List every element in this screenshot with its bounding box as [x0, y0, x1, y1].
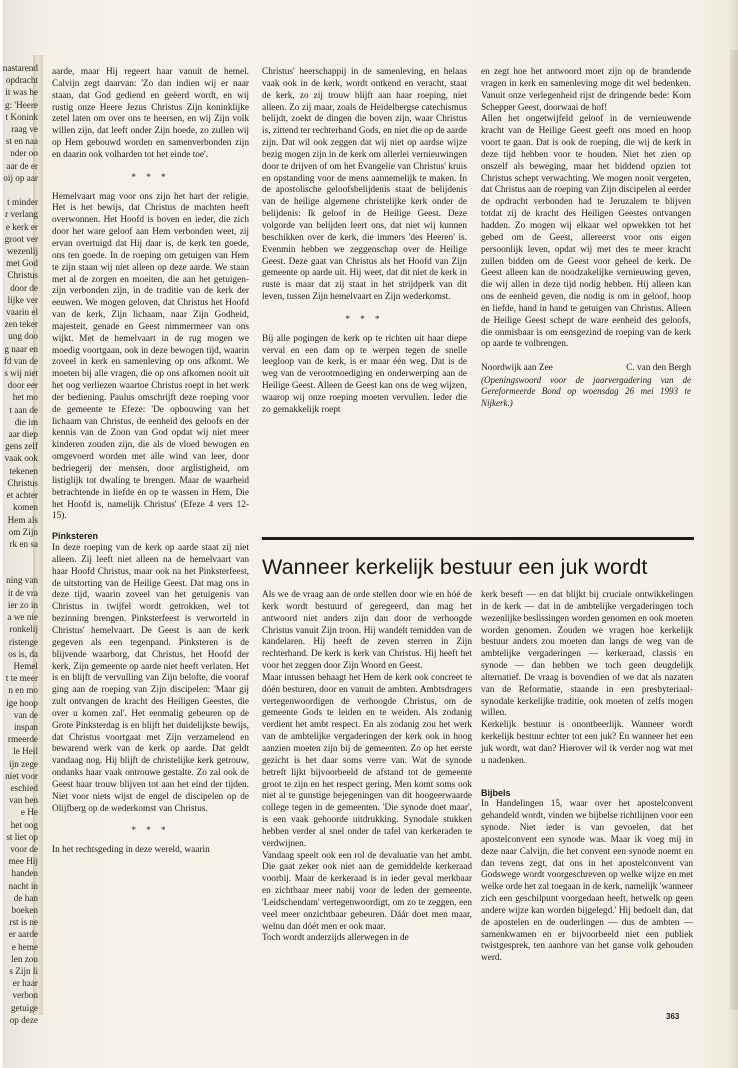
- section-divider: * * *: [345, 313, 384, 324]
- left-page-line: rk en sa: [9, 538, 38, 549]
- left-page-line: a we nie: [7, 612, 38, 623]
- left-page-line: st en naa: [5, 136, 38, 147]
- left-page-line: t minder: [7, 197, 38, 208]
- left-page-line: er haar: [12, 978, 38, 989]
- left-page-line: g: 'Heere: [4, 99, 38, 110]
- left-page-line: os is, da: [8, 648, 38, 659]
- paragraph: Als we de vraag aan de orde stellen door wie en hóé de kerk wordt bestuurd of geregeerd, dan mag het antwoord niet anders zijn dan door de verhoogde Christus vanuit Zijn troon. Hij wandelt temidden van de kandelaren. Hij heeft de zeven sterren in Zijn rechterhand. De kerk is kerk van Christus. Hij heeft het voor het zeggen door Zijn Woord en Geest.: [262, 590, 472, 672]
- left-page-line: lijke ver: [7, 294, 38, 305]
- left-page-line: Hemel: [13, 660, 38, 671]
- left-page-line: om Zijn: [8, 526, 38, 537]
- column-3: [481, 67, 691, 409]
- left-page-line: getuige: [10, 1002, 38, 1013]
- footnote: (Openingswoord voor de jaarvergadering van de Gereformeerde Bond op woensdag 26 mei 1993 te Nijkerk.): [481, 375, 691, 408]
- left-page-line: boeken: [11, 904, 38, 915]
- left-page-line: verbon: [12, 990, 38, 1001]
- left-page-line: len zou: [11, 953, 38, 964]
- left-page-line: aar de er: [6, 160, 38, 171]
- paragraph: en zegt hoe het antwoord moet zijn op de brandende vragen in kerk en samenleving moge dit wel bedenken. Vanuit onze verlegenheid rijst de dringende bede: Kom Schepper Geest, doorwaai de hof!: [481, 67, 691, 113]
- left-page-line: ung doo: [8, 331, 38, 342]
- signature-line: [481, 363, 691, 375]
- left-page-line: s Zijn li: [9, 965, 38, 976]
- signature-place: Noordwijk aan Zee: [481, 363, 553, 374]
- left-page-line: Christus: [7, 270, 38, 281]
- left-page-line: aar diep: [8, 429, 38, 440]
- paragraph: In het rechtsgeding in deze wereld, waarin: [52, 845, 210, 856]
- left-page-line: op deze: [9, 1014, 38, 1025]
- left-page-line: gens zelf: [5, 441, 38, 452]
- left-page-line: n en mo: [8, 685, 38, 696]
- left-page-line: st liet op: [6, 831, 38, 842]
- left-page-line: door eer: [7, 380, 38, 391]
- left-page-line: inspan: [14, 721, 38, 732]
- left-page-line: nder oo: [10, 148, 38, 159]
- left-page-line: r verlang: [5, 209, 38, 220]
- left-page-line: it was he: [5, 87, 38, 98]
- subheading: Pinksteren: [52, 531, 99, 542]
- left-page-line: vaak ook: [4, 453, 38, 464]
- left-page-line: door de: [10, 282, 38, 293]
- paragraph: Kerkelijk bestuur is onontbeerlijk. Wanneer wordt kerkelijk bestuur echter tot een juk? En wanneer het een juk wordt, wat dan? Hierover wil ik verder nog wat met u nadenken.: [481, 720, 693, 766]
- left-page-line: van hen: [9, 795, 38, 806]
- left-page-line: van de: [13, 709, 38, 720]
- left-page-line: Hem als: [7, 514, 38, 525]
- paragraph: Allen het ongetwijfeld geloof in de vernieuwende kracht van de Heilige Geest geeft ons moed en hoop voort te gaan. Dat is ook de roeping, die wij de kerk in deze tijd hebben voor te houden. Niet het zien op onszelf als beweging, maar het biddend opzien tot Christus schept verwachting. We mogen nooit vergeten, dat Christus aan de roeping van Zijn discipelen al eerder de opdracht verbonden had te Jeruzalem te blijven totdat zij de kracht des Heiligen Geestes ontvangen hadden. Zo mogen wij elkaar wel opwekken tot het gebed om de Geest, allereerst voor ons eigen persoonlijk leven, opdat wij met des te meer kracht zullen bidden om de Geest voor geheel de kerk. De Geest alleen kan de noodzakelijke vernieuwing geven, die wij allen in deze tijd nodig hebben. Hij alleen kan ons de eenheid geven, die nodig is om in geloof, hoop en liefde, hand in hand te getuigen van Christus. Alleen de Heilige Geest schept de ware eenheid des geloofs, die onmisbaar is om eensgezind de roeping van de kerk op aarde te volbrengen.: [481, 114, 691, 350]
- page-edge: [730, 50, 738, 1010]
- left-page-line: ronkelij: [9, 624, 38, 635]
- left-page-fragment: [0, 62, 38, 1025]
- left-page-line: Christus: [7, 477, 38, 488]
- left-page-line: vaarin el: [6, 307, 38, 318]
- left-page-line: er aarde: [8, 929, 38, 940]
- left-page-line: t Konink: [5, 111, 38, 122]
- left-page-line: [0, 550, 38, 562]
- left-page-line: rst is ne: [9, 917, 38, 928]
- left-page-line: ijn zege: [9, 758, 38, 769]
- left-page-line: [0, 184, 38, 196]
- left-page-line: handen: [11, 868, 38, 879]
- left-page-line: raag ve: [11, 124, 38, 135]
- left-page-line: nastarend: [2, 63, 38, 73]
- left-page-line: e heme: [11, 941, 38, 952]
- left-page-line: fd van de: [3, 355, 38, 366]
- signature-name: C. van den Bergh: [626, 363, 691, 374]
- left-page-line: ristenge: [8, 636, 38, 647]
- left-page-line: wezenlij: [6, 246, 38, 257]
- left-page-line: e kerk er: [5, 221, 38, 232]
- left-page-line: g naar en: [4, 343, 38, 354]
- left-page-line: le Heil: [13, 746, 38, 757]
- left-page-line: rmeerde: [7, 734, 38, 745]
- left-page-line: ige hoop: [6, 697, 38, 708]
- left-page-line: eschied: [10, 782, 38, 793]
- left-page-line: opdracht: [5, 75, 38, 86]
- paragraph: Vandaag speelt ook een rol de devaluatie van het ambt. Die gaat zeker ook niet aan de gemiddelde kerkeraad voorbij. Maar de kerkeraad is in ieder geval merkbaar en zichtbaar meer nabij voor de leden der gemeente. 'Leidschendam' vertegenwoordigt, om zo te zeggen, een veel meer onzichtbaar gebeuren. Dáár doet men maar, welnu dan dóét men er ook maar.: [262, 850, 472, 932]
- column-4: [262, 590, 472, 945]
- subheading: Bijbels: [481, 787, 511, 798]
- column-1: [52, 67, 249, 1012]
- paragraph: Hemelvaart mag voor ons zijn het hart der religie. Het is het bewijs, dat Christus de machten heeft overwonnen. Het Hoofd is boven en ieder, die zich door het ware geloof aan Hem verbonden weet, zij ervan overtuigd dat Hij daar is, de kerk ten goede, ons ten goede. In de roeping om getuigen van Hem te zijn staan wij niet alleen op deze aarde. We staan met al de zorgen en moeiten, die aan het getuigen-zijn verbonden zijn, in de traditie van de kerk der eeuwen. We mogen geloven, dat Christus het Hoofd van de kerk, Zijn lichaam, naar Zijn Godheid, majesteit, genade en Geest nimmermeer van ons wijkt. Met de hemelvaart in de rug mogen we moedig voortgaan, ook in deze bewogen tijd, waarin zoveel in kerk en samenleving op ons afkomt. We moeten bij alle vragen, die op ons afkomen nooit uit het oog verliezen waartoe Christus roept in het werk der bediening. Paulus omschrijft deze roeping voor de gemeente te Efeze: 'De opbouwing van het lichaam van Christus, de eenheid des geloofs en der kennis van de Zoon van God opdat wij niet meer kinderen zouden zijn, die als de vloed bewogen en omgevoerd worden met alle wind van leer, door bedriegerij der mensen, door arglistigheid, om listiglijk tot dwaling te brengen. Maar de waarheid betrachtende in liefde en op te wassen in Hem, Die het Hoofd is, namelijk Christus' (Efeze 4 vers 12-15).: [52, 191, 249, 522]
- section-divider: * * *: [131, 825, 170, 836]
- left-page-line: t te meer: [5, 673, 38, 684]
- left-page-line: komen: [12, 502, 38, 513]
- left-page-line: niet voor: [5, 770, 38, 781]
- left-page-line: groot ver: [4, 233, 38, 244]
- column-2: [262, 67, 467, 417]
- paragraph: In deze roeping van de kerk op aarde staat zij niet alleen. Zij leeft niet alleen na de hemelvaart van haar Hoofd Christus, maar ook na het Pinksterfeest, de uitstorting van de Heilige Geest. Dat mag ons in deze tijd, waarin zoveel van het getuigenis van Christus in twijfel wordt getrokken, wel tot bezinning brengen. Pinksterfeest is verworteld in Christus' hemelvaart. De Geest is aan de kerk gegeven als een tegenpand. Pinksteren is de blijvende waarborg, dat Christus, het Hoofd der kerk, Zijn gemeente op aarde niet heeft verlaten. Het is en blijft de vervulling van Zijn belofte, die vooraf ging aan de roeping van Zijn discipelen: 'Maar gij zult ontvangen de kracht des Heiligen Geestes, die over u komen zal'. Het eenmalig gebeuren op de Grote Pinksterdag is en blijft het duidelijkste bewijs, dat Christus voortgaat met Zijn verzamelend en bewarend werk van de kerk op aarde. Dat geldt vandaag nog. Hij blijft de christelijke kerk getrouw, ondanks haar vaak ontrouwe gestalte. Zo zal ook de Geest haar trouw blijven tot aan het eind der tijden. Niet voor niets wijst de engel de discipelen op de Olijfberg op de wederkomst van Christus.: [52, 543, 249, 814]
- paragraph: In Handelingen 15, waar over het apostelconvent gehandeld wordt, vinden we bijbelse richtlijnen voor een synode. Niet ieder is van gevoelen, dat het apostelconvent een synode was. Maar ik voeg mij in deze naar Calvijn, die het convent een synode noemt en dan tevens zegt, dat ons in het apostelconvent van Godswege wordt voorgeschreven op welke wijze en met welke orde het zal toegaan in de kerk, namelijk 'wanneer zich een geschilpunt voorgedaan heeft, hetwelk op geen andere wijze kan worden bijgelegd.' Hij bedoelt dan, dat de apostelen en de ouderlingen — dus de ambten — samenkwamen en er bijvoorbeeld niet een publiek twistgesprek, ten aanhore van het ganse volk gehouden werd.: [481, 799, 693, 964]
- column-5: [481, 590, 693, 965]
- paragraph: Bij alle pogingen de kerk op te richten uit haar diepe verval en een dam op te werpen tegen de snelle leegloop van de kerk, is er maar één weg. Dat is de weg van de verootmoediging en onderwerping aan de Heilige Geest. Alleen de Geest kan ons de weg wijzen, waarop wij onze roeping moeten vervullen. Ieder die zo gemakkelijk roept: [262, 333, 467, 415]
- left-page-line: ier zo in: [7, 599, 38, 610]
- paragraph: Toch wordt anderzijds allerwegen in de: [262, 933, 409, 944]
- left-page-line: oij op aar: [3, 172, 38, 183]
- left-page-line: het mo: [12, 392, 38, 403]
- left-page-line: mee Hij: [8, 856, 38, 867]
- article-headline: Wanneer kerkelijk bestuur een juk wordt: [262, 555, 648, 579]
- left-page-line: tekenen: [9, 465, 38, 476]
- paragraph: Maar intussen behaagt het Hem de kerk ook concreet te dóén besturen, door en vanuit de ambten. Ambtsdragers vertegenwoordigen de verhoogde Christus, om de gemeente Gods te leiden en te weiden. Als zodanig verdient het ambt respect. En als zodanig zou het werk van de ambtelijke vergaderingen der kerk ook in hoog aanzien moeten zijn bij de gemeenten. Zo op het eerste gezicht is het daar soms verre van. Wat de synode betreft lijkt bijvoorbeeld de afstand tot de gemeente groot te zijn en het respect gering. Men komt soms ook niet al te gunstige bejegeningen van dit hoogeerwaarde college tegen in de gemeenten. 'Die synode doet maar', is een vaak gehoorde uitdrukking. Synodale stukken hebben verder al snel onder de tafel van kerkeraden te verdwijnen.: [262, 672, 472, 849]
- left-page-line: nacht in: [8, 880, 38, 891]
- left-page-line: zen teker: [4, 319, 38, 330]
- section-rule: [262, 537, 694, 540]
- section-divider: * * *: [131, 171, 170, 182]
- left-page-line: s wij niet: [4, 368, 38, 379]
- left-page-line: ning van: [6, 575, 38, 586]
- left-page-line: die im: [14, 416, 38, 427]
- left-page-line: it de vra: [7, 587, 38, 598]
- left-page-line: t aan de: [9, 404, 38, 415]
- left-page-line: et achter: [6, 490, 38, 501]
- left-page-line: e He: [20, 807, 38, 818]
- paragraph: Christus' heerschappij in de samenleving, en helaas vaak ook in de kerk, wordt ontkend en veracht, staat de kerk, zo zij trouw blijft aan haar roeping, niet alleen. Zo zij maar, zoals de Heidelbergse catechismus belijdt, zoekt de dingen die boven zijn, waar Christus is, zittend ter rechterhand Gods, en niet die op de aarde zijn. Dat wil ook zeggen dat wij niet op aardse wijze bezig mogen zijn in de kerk om allerlei vernieuwingen door te drijven of om het Evangelie van Christus' kruis en opstanding voor de mens aannemelijk te maken. In de apostolische geloofsbelijdenis staat de belijdenis van de heilige algemene christelijke kerk onder de belijdenis: Ik geloof in de Heilige Geest. Deze volgorde van belijden leert ons, dat niet wij kunnen beschikken over de kerk, die immers 'des Heeren' is. Evenmin hebben we zeggenschap over de Heilige Geest. Deze gaat van Christus als het Hoofd van Zijn gemeente op aarde uit. Hij weet, dat dit niet de kerk in ruste is maar dat zij staat in het strijdperk van dit leven, tussen Zijn hemelvaart en Zijn wederkomst.: [262, 67, 467, 303]
- left-page-line: [0, 562, 38, 574]
- page-number: 363: [666, 1012, 680, 1021]
- left-page-line: de han: [13, 892, 38, 903]
- left-page-line: het oog: [10, 819, 38, 830]
- paragraph: kerk beseft — en dat blijkt bij cruciale ontwikkelingen in de kerk — dat in de ambtelijke vergaderingen toch wezenlijke beslissingen worden genomen en ook moeten worden genomen. Zouden we vragen hoe kerkelijk bestuur anders zou moeten dan langs de weg van de ambtelijke vergaderingen — kerkeraad, classis en synode — dan hebben we toch geen deugdelijk alternatief. De vraag is bovendien of we dat als nazaten van de Reformatie, staande in een presbyteriaal-synodale kerkelijke traditie, ook moeten of zelfs mogen willen.: [481, 590, 693, 719]
- left-page-line: met God: [6, 258, 38, 269]
- paragraph: aarde, maar Hij regeert haar vanuit de hemel. Calvijn zegt daarvan: 'Zo dan indien wij er naar staan, dat God gediend en geëerd wordt, en wij rustig onze Heere Jezus Christus Zijn koninklijke zetel laten om over ons te heersen, en wij Zijn volk willen zijn, dat leeft onder Zijn hoede, zo zullen wij op Hem gebouwd worden en samenverbonden zijn en daarin ook volharden tot het einde toe'.: [52, 67, 249, 160]
- left-page-line: voor de: [10, 843, 38, 854]
